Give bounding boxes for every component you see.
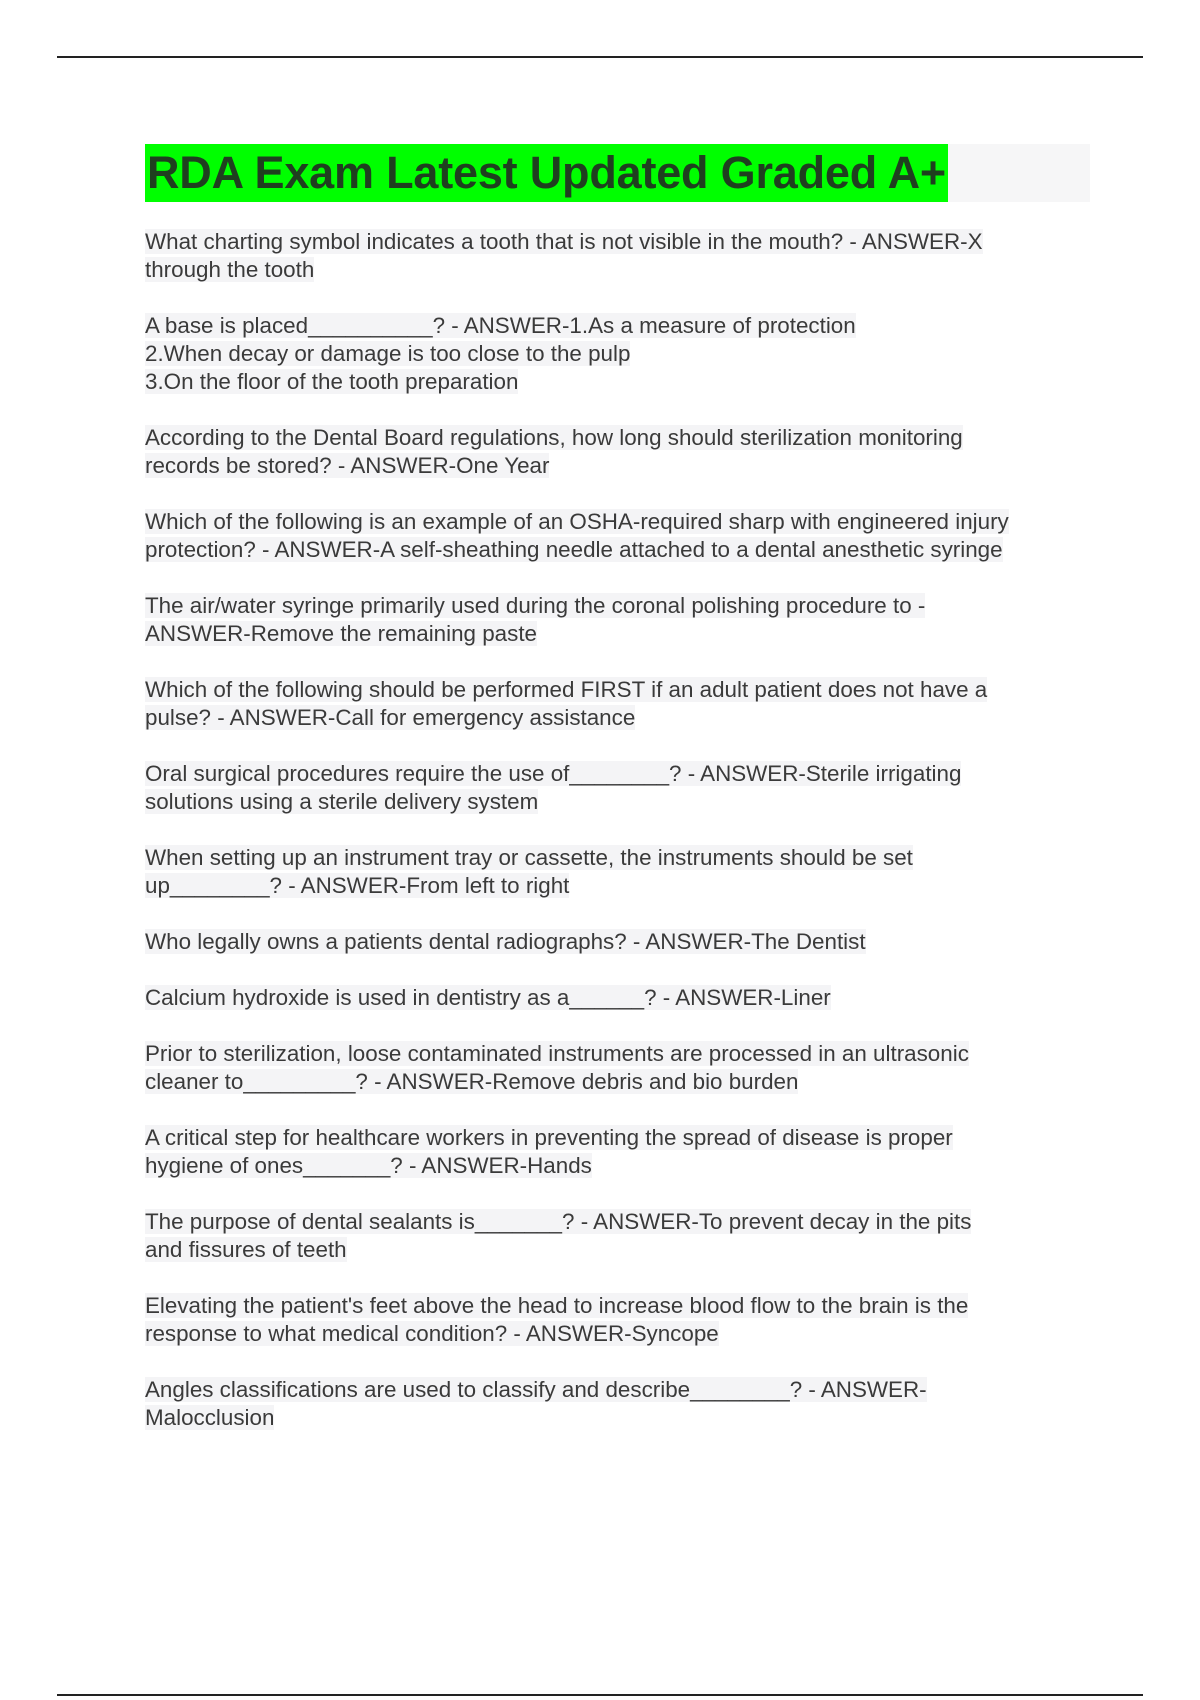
qa-text: The purpose of dental sealants is_______? - ANSWER-To prevent decay in the pits and fissures of teeth <box>145 1209 972 1262</box>
qa-text: A critical step for healthcare workers in preventing the spread of disease is proper hygiene of ones_______? - ANSWER-Hands <box>145 1125 953 1178</box>
qa-item <box>145 312 1090 396</box>
page-title: RDA Exam Latest Updated Graded A+ <box>145 144 948 202</box>
qa-text: Calcium hydroxide is used in dentistry as a______? - ANSWER-Liner <box>145 985 831 1010</box>
qa-item <box>145 1124 1090 1180</box>
document-body <box>145 144 1090 1460</box>
qa-text: When setting up an instrument tray or cassette, the instruments should be set up________? - ANSWER-From left to right <box>145 845 913 898</box>
qa-item <box>145 928 1090 956</box>
header-rule <box>57 56 1143 58</box>
qa-text: Which of the following should be performed FIRST if an adult patient does not have a pulse? - ANSWER-Call for emergency assistance <box>145 677 988 730</box>
qa-text: Who legally owns a patients dental radiographs? - ANSWER-The Dentist <box>145 929 866 954</box>
qa-item <box>145 844 1090 900</box>
qa-text: Which of the following is an example of an OSHA-required sharp with engineered injury protection? - ANSWER-A self-sheathing needle attached to a dental anesthetic syringe <box>145 509 1009 562</box>
qa-text: The air/water syringe primarily used during the coronal polishing procedure to - ANSWER-Remove the remaining paste <box>145 593 926 646</box>
qa-item <box>145 1292 1090 1348</box>
qa-text: What charting symbol indicates a tooth that is not visible in the mouth? - ANSWER-X through the tooth <box>145 229 983 282</box>
qa-text: Angles classifications are used to classify and describe________? - ANSWER- Malocclusion <box>145 1377 927 1430</box>
qa-item <box>145 1376 1090 1432</box>
qa-text: A base is placed__________? - ANSWER-1.As a measure of protection 2.When decay or damage is too close to the pulp 3.On the floor of the tooth preparation <box>145 313 856 394</box>
qa-item <box>145 676 1090 732</box>
qa-item <box>145 508 1090 564</box>
qa-text: According to the Dental Board regulations, how long should sterilization monitoring records be stored? - ANSWER-One Year <box>145 425 963 478</box>
qa-item <box>145 424 1090 480</box>
title-row <box>145 144 1090 202</box>
qa-text: Prior to sterilization, loose contaminated instruments are processed in an ultrasonic cleaner to_________? - ANSWER-Remove debris and bio burden <box>145 1041 969 1094</box>
qa-item <box>145 984 1090 1012</box>
footer-rule <box>57 1694 1143 1696</box>
qa-text: Oral surgical procedures require the use of________? - ANSWER-Sterile irrigating solutions using a sterile delivery system <box>145 761 962 814</box>
qa-text: Elevating the patient's feet above the head to increase blood flow to the brain is the response to what medical condition? - ANSWER-Syncope <box>145 1293 969 1346</box>
qa-item <box>145 592 1090 648</box>
qa-item <box>145 1040 1090 1096</box>
qa-item <box>145 228 1090 284</box>
qa-item <box>145 1208 1090 1264</box>
qa-item <box>145 760 1090 816</box>
